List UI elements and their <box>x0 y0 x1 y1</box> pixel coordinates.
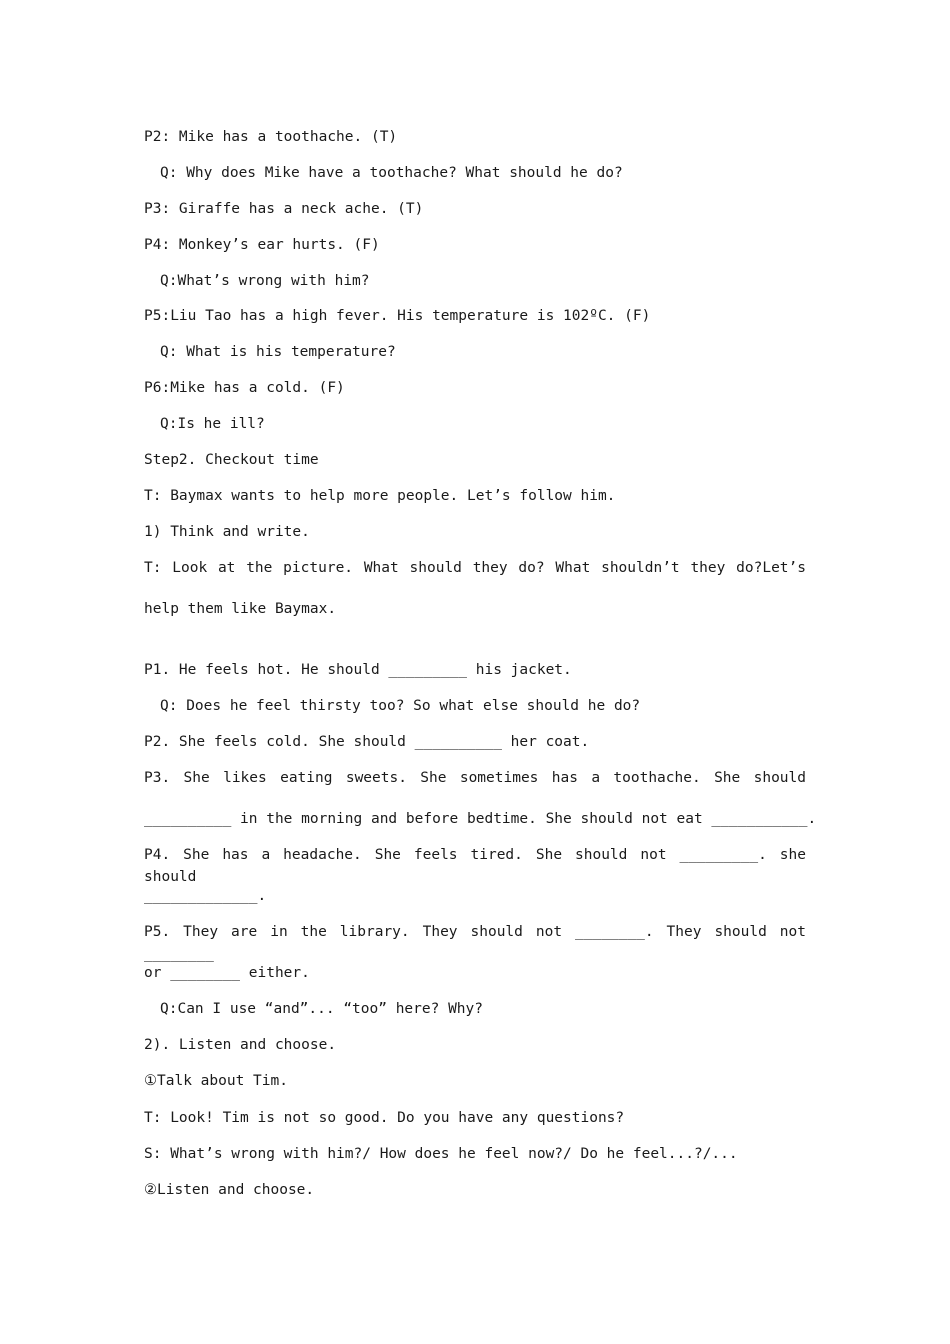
text-line: Q: What is his temperature? <box>160 344 396 360</box>
text-line: P2. She feels cold. She should __________ her coat. <box>144 734 590 750</box>
text-line: P4: Monkey’s ear hurts. (F) <box>144 237 380 253</box>
text-line: T: Look! Tim is not so good. Do you have any questions? <box>144 1110 625 1126</box>
text-line: P1. He feels hot. He should _________ his jacket. <box>144 662 572 678</box>
text-line: Q:Is he ill? <box>160 416 265 432</box>
text-line: P5. They are in the library. They should not ________. They should not ________ <box>144 924 806 962</box>
text-line: Q:Can I use “and”... “too” here? Why? <box>160 1001 484 1017</box>
text-line: Q: Does he feel thirsty too? So what else should he do? <box>160 698 641 714</box>
text-line: P3: Giraffe has a neck ache. (T) <box>144 201 424 217</box>
text-line: ①Talk about Tim. <box>144 1073 288 1089</box>
text-line: P2: Mike has a toothache. (T) <box>144 129 398 145</box>
text-line: P3. She likes eating sweets. She sometimes has a toothache. She should <box>144 770 806 786</box>
text-line: P4. She has a headache. She feels tired. She should not _________. she should <box>144 847 806 885</box>
text-line: P6:Mike has a cold. (F) <box>144 380 345 396</box>
text-line: Q: Why does Mike have a toothache? What should he do? <box>160 165 623 181</box>
text-line: ②Listen and choose. <box>144 1182 315 1198</box>
subsection-heading: 1) Think and write. <box>144 524 310 540</box>
text-line: Q:What’s wrong with him? <box>160 273 370 289</box>
text-line: T: Look at the picture. What should they do? What shouldn’t they do?Let’s <box>144 560 806 576</box>
text-line: _____________. <box>144 888 267 904</box>
text-line: or ________ either. <box>144 965 310 981</box>
text-line: __________ in the morning and before bedtime. She should not eat ___________. <box>144 811 817 827</box>
subsection-heading: 2). Listen and choose. <box>144 1037 337 1053</box>
text-line: T: Baymax wants to help more people. Let’s follow him. <box>144 488 616 504</box>
section-heading: Step2. Checkout time <box>144 452 319 468</box>
text-line: help them like Baymax. <box>144 601 337 617</box>
text-line: P5:Liu Tao has a high fever. His temperature is 102ºC. (F) <box>144 308 651 324</box>
text-line: S: What’s wrong with him?/ How does he feel now?/ Do he feel...?/... <box>144 1146 738 1162</box>
